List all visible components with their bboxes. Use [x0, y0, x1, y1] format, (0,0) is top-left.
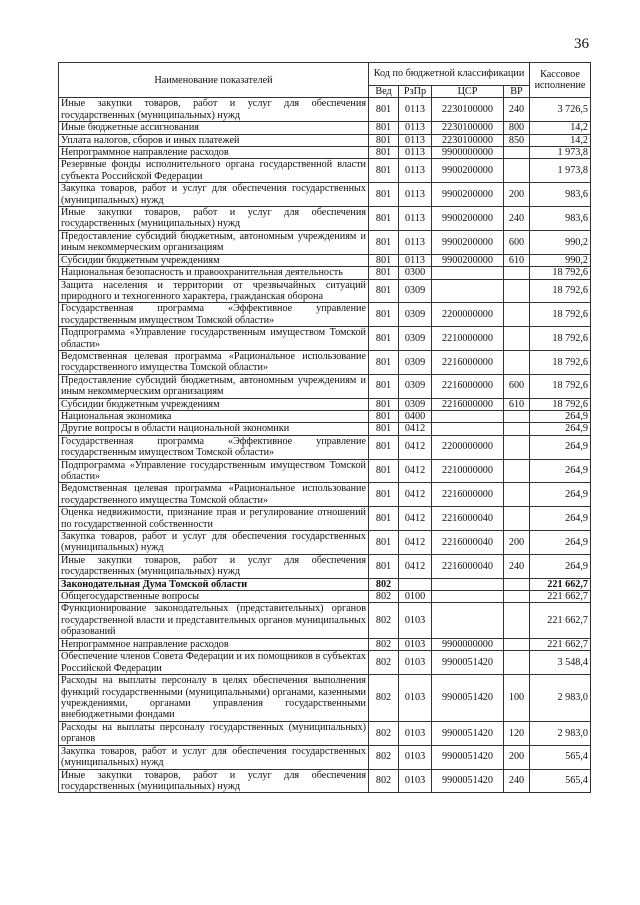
row-name: Иные закупки товаров, работ и услуг для обеспечения государственных (муниципальных) нужд: [59, 207, 369, 231]
row-csr: 2200000000: [432, 303, 504, 327]
table-row: [59, 327, 591, 351]
row-ved: 802: [369, 745, 399, 769]
row-amount: 264,9: [530, 423, 591, 435]
row-rzpr: 0412: [399, 435, 432, 459]
table-body: [59, 98, 591, 793]
row-name: Национальная экономика: [59, 410, 369, 422]
table-row: [59, 98, 591, 122]
row-rzpr: 0309: [399, 374, 432, 398]
row-csr: 9900051420: [432, 745, 504, 769]
row-name: Предоставление субсидий бюджетным, автономным учреждениям и иным некоммерческим организациям: [59, 230, 369, 254]
row-ved: 802: [369, 651, 399, 675]
budget-table: [58, 62, 591, 793]
row-ved: 801: [369, 350, 399, 374]
row-amount: 221 662,7: [530, 603, 591, 638]
row-amount: 18 792,6: [530, 303, 591, 327]
table-row: [59, 674, 591, 721]
row-ved: 801: [369, 267, 399, 279]
row-rzpr: 0113: [399, 122, 432, 134]
header-ved: Вед: [369, 86, 399, 98]
row-csr: 9900000000: [432, 638, 504, 650]
row-csr: [432, 410, 504, 422]
row-csr: 9900200000: [432, 230, 504, 254]
row-amount: 264,9: [530, 554, 591, 578]
row-vr: [504, 327, 530, 351]
row-csr: 2230100000: [432, 98, 504, 122]
row-amount: 1 973,8: [530, 159, 591, 183]
row-rzpr: 0113: [399, 159, 432, 183]
row-name: Обеспечение членов Совета Федерации и их помощников в субъектах Российской Федерации: [59, 651, 369, 675]
table-row: [59, 207, 591, 231]
row-rzpr: 0300: [399, 267, 432, 279]
row-vr: [504, 303, 530, 327]
row-ved: 801: [369, 531, 399, 555]
row-amount: 3 726,5: [530, 98, 591, 122]
table-row: [59, 398, 591, 410]
row-name: Расходы на выплаты персоналу государственных (муниципальных) органов: [59, 721, 369, 745]
row-vr: [504, 603, 530, 638]
page-number: 36: [574, 36, 589, 52]
table-row: [59, 459, 591, 483]
row-vr: 200: [504, 531, 530, 555]
row-amount: 264,9: [530, 410, 591, 422]
row-vr: [504, 435, 530, 459]
row-name: Уплата налогов, сборов и иных платежей: [59, 134, 369, 146]
row-name: Другие вопросы в области национальной экономики: [59, 423, 369, 435]
table-row: [59, 303, 591, 327]
row-rzpr: 0412: [399, 507, 432, 531]
row-name: Общегосударственные вопросы: [59, 591, 369, 603]
row-csr: [432, 267, 504, 279]
row-rzpr: 0400: [399, 410, 432, 422]
row-amount: 983,6: [530, 183, 591, 207]
row-amount: 18 792,6: [530, 350, 591, 374]
row-csr: 9900000000: [432, 147, 504, 159]
row-name: Защита населения и территории от чрезвычайных ситуаций природного и техногенного характера, гражданская оборона: [59, 279, 369, 303]
row-ved: 801: [369, 507, 399, 531]
row-amount: 1 973,8: [530, 147, 591, 159]
row-vr: [504, 507, 530, 531]
table-row: [59, 721, 591, 745]
row-rzpr: 0103: [399, 651, 432, 675]
row-vr: [504, 459, 530, 483]
row-amount: 990,2: [530, 254, 591, 266]
row-ved: 801: [369, 483, 399, 507]
row-csr: [432, 578, 504, 590]
table-row: [59, 267, 591, 279]
row-vr: 610: [504, 254, 530, 266]
row-ved: 801: [369, 122, 399, 134]
row-rzpr: 0309: [399, 350, 432, 374]
table-row: [59, 374, 591, 398]
row-ved: 801: [369, 327, 399, 351]
row-csr: 9900200000: [432, 254, 504, 266]
row-ved: 801: [369, 423, 399, 435]
row-name: Расходы на выплаты персоналу в целях обеспечения выполнения функций государственными (муниципальными) органами, казенными учреждениями, органами управления государственными внебюджетными фондами: [59, 674, 369, 721]
row-vr: 600: [504, 230, 530, 254]
row-ved: 801: [369, 459, 399, 483]
table-row: [59, 769, 591, 793]
row-csr: 2216000040: [432, 507, 504, 531]
row-amount: 14,2: [530, 134, 591, 146]
row-csr: 2216000000: [432, 398, 504, 410]
row-vr: [504, 410, 530, 422]
row-rzpr: 0113: [399, 98, 432, 122]
row-amount: 18 792,6: [530, 279, 591, 303]
row-csr: 9900051420: [432, 769, 504, 793]
row-ved: 802: [369, 578, 399, 590]
row-ved: 801: [369, 98, 399, 122]
table-row: [59, 603, 591, 638]
row-csr: 2216000040: [432, 554, 504, 578]
row-csr: 2210000000: [432, 327, 504, 351]
row-ved: 801: [369, 134, 399, 146]
row-amount: 18 792,6: [530, 327, 591, 351]
row-vr: 240: [504, 769, 530, 793]
row-rzpr: 0412: [399, 459, 432, 483]
header-cash-execution: Кассовое исполнение: [530, 63, 591, 98]
row-amount: 983,6: [530, 207, 591, 231]
row-vr: [504, 651, 530, 675]
row-name: Закупка товаров, работ и услуг для обеспечения государственных (муниципальных) нужд: [59, 531, 369, 555]
row-rzpr: 0103: [399, 769, 432, 793]
row-ved: 801: [369, 410, 399, 422]
row-name: Резервные фонды исполнительного органа государственной власти субъекта Российской Федерации: [59, 159, 369, 183]
row-ved: 801: [369, 374, 399, 398]
row-csr: 9900200000: [432, 159, 504, 183]
row-name: Иные закупки товаров, работ и услуг для обеспечения государственных (муниципальных) нужд: [59, 554, 369, 578]
row-vr: 200: [504, 745, 530, 769]
row-name: Субсидии бюджетным учреждениям: [59, 254, 369, 266]
row-amount: 565,4: [530, 745, 591, 769]
row-rzpr: 0113: [399, 230, 432, 254]
row-ved: 802: [369, 674, 399, 721]
row-csr: 9900051420: [432, 651, 504, 675]
row-amount: 221 662,7: [530, 578, 591, 590]
row-amount: 18 792,6: [530, 374, 591, 398]
row-name: Закупка товаров, работ и услуг для обеспечения государственных (муниципальных) нужд: [59, 183, 369, 207]
row-vr: [504, 147, 530, 159]
row-rzpr: 0412: [399, 531, 432, 555]
row-amount: 990,2: [530, 230, 591, 254]
row-ved: 801: [369, 207, 399, 231]
header-csr: ЦСР: [432, 86, 504, 98]
row-vr: 850: [504, 134, 530, 146]
row-rzpr: 0103: [399, 603, 432, 638]
row-csr: [432, 603, 504, 638]
table-row: [59, 651, 591, 675]
row-vr: 800: [504, 122, 530, 134]
row-rzpr: 0412: [399, 554, 432, 578]
table-row: [59, 147, 591, 159]
row-ved: 802: [369, 591, 399, 603]
row-name: Государственная программа «Эффективное управление государственным имуществом Томской области»: [59, 303, 369, 327]
row-vr: [504, 279, 530, 303]
row-vr: [504, 159, 530, 183]
table-row: [59, 183, 591, 207]
row-name: Иные закупки товаров, работ и услуг для обеспечения государственных (муниципальных) нужд: [59, 769, 369, 793]
row-ved: 801: [369, 279, 399, 303]
header-rzpr: РзПр: [399, 86, 432, 98]
table-row: [59, 254, 591, 266]
row-name: Законодательная Дума Томской области: [59, 578, 369, 590]
row-vr: [504, 267, 530, 279]
row-name: Государственная программа «Эффективное управление государственным имуществом Томской области»: [59, 435, 369, 459]
row-amount: 264,9: [530, 483, 591, 507]
row-csr: 9900051420: [432, 674, 504, 721]
table-row: [59, 435, 591, 459]
row-ved: 801: [369, 554, 399, 578]
row-name: Закупка товаров, работ и услуг для обеспечения государственных (муниципальных) нужд: [59, 745, 369, 769]
row-csr: 9900200000: [432, 183, 504, 207]
row-ved: 802: [369, 638, 399, 650]
row-vr: [504, 591, 530, 603]
row-csr: [432, 279, 504, 303]
row-amount: 264,9: [530, 531, 591, 555]
row-name: Непрограммное направление расходов: [59, 147, 369, 159]
row-rzpr: 0309: [399, 327, 432, 351]
row-rzpr: 0113: [399, 134, 432, 146]
row-csr: 2230100000: [432, 122, 504, 134]
row-ved: 801: [369, 254, 399, 266]
row-csr: 2216000000: [432, 374, 504, 398]
row-vr: 240: [504, 207, 530, 231]
row-name: Подпрограмма «Управление государственным имуществом Томской области»: [59, 327, 369, 351]
row-vr: 610: [504, 398, 530, 410]
table-row: [59, 122, 591, 134]
row-vr: [504, 350, 530, 374]
row-ved: 801: [369, 398, 399, 410]
table-row: [59, 410, 591, 422]
table-row: [59, 638, 591, 650]
row-amount: 3 548,4: [530, 651, 591, 675]
row-name: Ведомственная целевая программа «Рациональное использование государственного имущества Томской области»: [59, 483, 369, 507]
row-name: Ведомственная целевая программа «Рациональное использование государственного имущества Томской области»: [59, 350, 369, 374]
row-rzpr: 0113: [399, 183, 432, 207]
row-name: Иные бюджетные ассигнования: [59, 122, 369, 134]
row-rzpr: 0103: [399, 745, 432, 769]
row-name: Иные закупки товаров, работ и услуг для обеспечения государственных (муниципальных) нужд: [59, 98, 369, 122]
row-name: Функционирование законодательных (представительных) органов государственной власти и представительных органов муниципальных образований: [59, 603, 369, 638]
row-vr: [504, 423, 530, 435]
row-ved: 801: [369, 159, 399, 183]
row-rzpr: 0103: [399, 721, 432, 745]
row-amount: 2 983,0: [530, 674, 591, 721]
row-rzpr: [399, 578, 432, 590]
row-csr: [432, 591, 504, 603]
row-csr: 2200000000: [432, 435, 504, 459]
row-name: Национальная безопасность и правоохранительная деятельность: [59, 267, 369, 279]
row-vr: [504, 578, 530, 590]
row-rzpr: 0103: [399, 638, 432, 650]
row-vr: [504, 638, 530, 650]
row-csr: 9900051420: [432, 721, 504, 745]
row-ved: 802: [369, 603, 399, 638]
row-name: Подпрограмма «Управление государственным имуществом Томской области»: [59, 459, 369, 483]
table-row: [59, 507, 591, 531]
table-row: [59, 745, 591, 769]
table-row: [59, 134, 591, 146]
row-rzpr: 0100: [399, 591, 432, 603]
row-name: Субсидии бюджетным учреждениям: [59, 398, 369, 410]
row-vr: 600: [504, 374, 530, 398]
table-row: [59, 230, 591, 254]
header-vr: ВР: [504, 86, 530, 98]
table-row: [59, 591, 591, 603]
table-row: [59, 554, 591, 578]
table-row: [59, 159, 591, 183]
row-rzpr: 0113: [399, 254, 432, 266]
row-csr: 2210000000: [432, 459, 504, 483]
row-csr: 2216000000: [432, 483, 504, 507]
row-ved: 802: [369, 769, 399, 793]
row-amount: 18 792,6: [530, 267, 591, 279]
row-vr: 200: [504, 183, 530, 207]
row-rzpr: 0309: [399, 303, 432, 327]
row-rzpr: 0412: [399, 483, 432, 507]
row-csr: [432, 423, 504, 435]
row-csr: 2216000040: [432, 531, 504, 555]
row-ved: 802: [369, 721, 399, 745]
row-amount: 18 792,6: [530, 398, 591, 410]
row-amount: 2 983,0: [530, 721, 591, 745]
row-amount: 565,4: [530, 769, 591, 793]
row-rzpr: 0103: [399, 674, 432, 721]
table-row: [59, 483, 591, 507]
row-vr: 100: [504, 674, 530, 721]
table-row: [59, 350, 591, 374]
table-row: [59, 531, 591, 555]
row-csr: 2216000000: [432, 350, 504, 374]
table-row: [59, 578, 591, 590]
table-row: [59, 279, 591, 303]
row-vr: 240: [504, 554, 530, 578]
row-vr: 240: [504, 98, 530, 122]
row-amount: 264,9: [530, 459, 591, 483]
row-csr: 2230100000: [432, 134, 504, 146]
header-code-group: Код по бюджетной классификации: [369, 63, 530, 86]
row-rzpr: 0113: [399, 147, 432, 159]
row-amount: 264,9: [530, 507, 591, 531]
row-name: Предоставление субсидий бюджетным, автономным учреждениям и иным некоммерческим организациям: [59, 374, 369, 398]
row-name: Оценка недвижимости, признание прав и регулирование отношений по государственной собственности: [59, 507, 369, 531]
row-amount: 14,2: [530, 122, 591, 134]
row-rzpr: 0412: [399, 423, 432, 435]
row-ved: 801: [369, 183, 399, 207]
row-amount: 264,9: [530, 435, 591, 459]
row-amount: 221 662,7: [530, 591, 591, 603]
row-ved: 801: [369, 147, 399, 159]
row-rzpr: 0309: [399, 398, 432, 410]
row-name: Непрограммное направление расходов: [59, 638, 369, 650]
row-csr: 9900200000: [432, 207, 504, 231]
row-vr: 120: [504, 721, 530, 745]
header-name: Наименование показателей: [59, 63, 369, 98]
row-ved: 801: [369, 435, 399, 459]
row-vr: [504, 483, 530, 507]
row-amount: 221 662,7: [530, 638, 591, 650]
row-rzpr: 0113: [399, 207, 432, 231]
table-row: [59, 423, 591, 435]
row-rzpr: 0309: [399, 279, 432, 303]
row-ved: 801: [369, 230, 399, 254]
row-ved: 801: [369, 303, 399, 327]
